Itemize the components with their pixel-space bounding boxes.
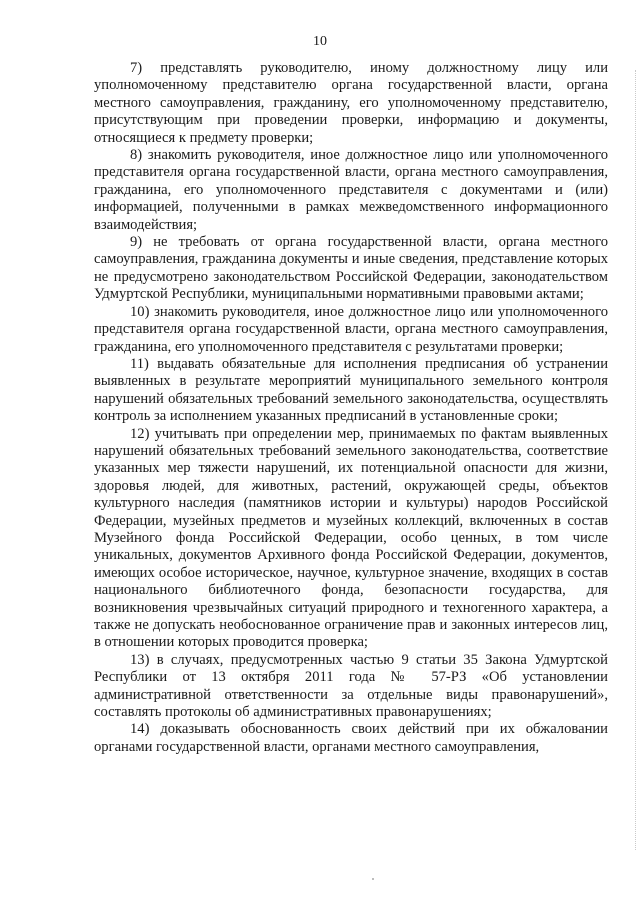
- list-item-10: 10) знакомить руководителя, иное должностное лицо или уполномоченного представителя органа государственной власти, органа местного самоуправления, гражданина, его уполномоченного представителя с результатами проверки;: [94, 303, 608, 355]
- document-body: [94, 60, 608, 756]
- list-item-8: 8) знакомить руководителя, иное должностное лицо или уполномоченного представителя органа государственной власти, органа местного самоуправления, гражданина, его уполномоченного представителя с документами и (или) информацией, полученными в рамках межведомственного информационного взаимодействия;: [94, 147, 608, 233]
- scan-speck: [372, 878, 374, 880]
- list-item-12: 12) учитывать при определении мер, принимаемых по фактам выявленных нарушений обязательных требований земельного законодательства, соответствие указанных мер тяжести нарушений, их потенциальной опасности для жизни, здоровья людей, для животных, растений, окружающей среды, объектов культурного наследия (памятников истории и культуры) народов Российской Федерации, музейных предметов и музейных коллекций, включенных в состав Музейного фонда Российской Федерации, особо ценных, в том числе уникальных, документов Архивного фонда Российской Федерации, документов, имеющих особое историческое, научное, культурное значение, входящих в состав национального библиотечного фонда, безопасности государства, для возникновения чрезвычайных ситуаций природного и техногенного характера, а также не допускать необоснованное ограничение прав и законных интересов лиц, в отношении которых проводится проверка;: [94, 425, 608, 651]
- scan-edge-marks: [633, 70, 636, 850]
- list-item-11: 11) выдавать обязательные для исполнения предписания об устранении выявленных в результате мероприятий муниципального земельного контроля нарушений обязательных требований земельного законодательства, осуществлять контроль за исполнением указанных предписаний в установленные сроки;: [94, 355, 608, 425]
- page-number: 10: [313, 34, 327, 49]
- list-item-14: 14) доказывать обоснованность своих действий при их обжаловании органами государственной власти, органами местного самоуправления,: [94, 721, 608, 755]
- list-item-13: 13) в случаях, предусмотренных частью 9 статьи 35 Закона Удмуртской Республики от 13 октября 2011 года № 57-РЗ «Об установлении административной ответственности за отдельные виды правонарушений», составлять протоколы об административных правонарушениях;: [94, 651, 608, 721]
- list-item-9: 9) не требовать от органа государственной власти, органа местного самоуправления, гражданина документы и иные сведения, представление которых не предусмотрено законодательством Российской Федерации, законодательством Удмуртской Республики, муниципальными нормативными правовыми актами;: [94, 234, 608, 303]
- list-item-7: 7) представлять руководителю, иному должностному лицу или уполномоченному представителю органа государственной власти, органа местного самоуправления, гражданину, его уполномоченному представителю, присутствующим при проведении проверки, информацию и документы, относящиеся к предмету проверки;: [94, 60, 608, 146]
